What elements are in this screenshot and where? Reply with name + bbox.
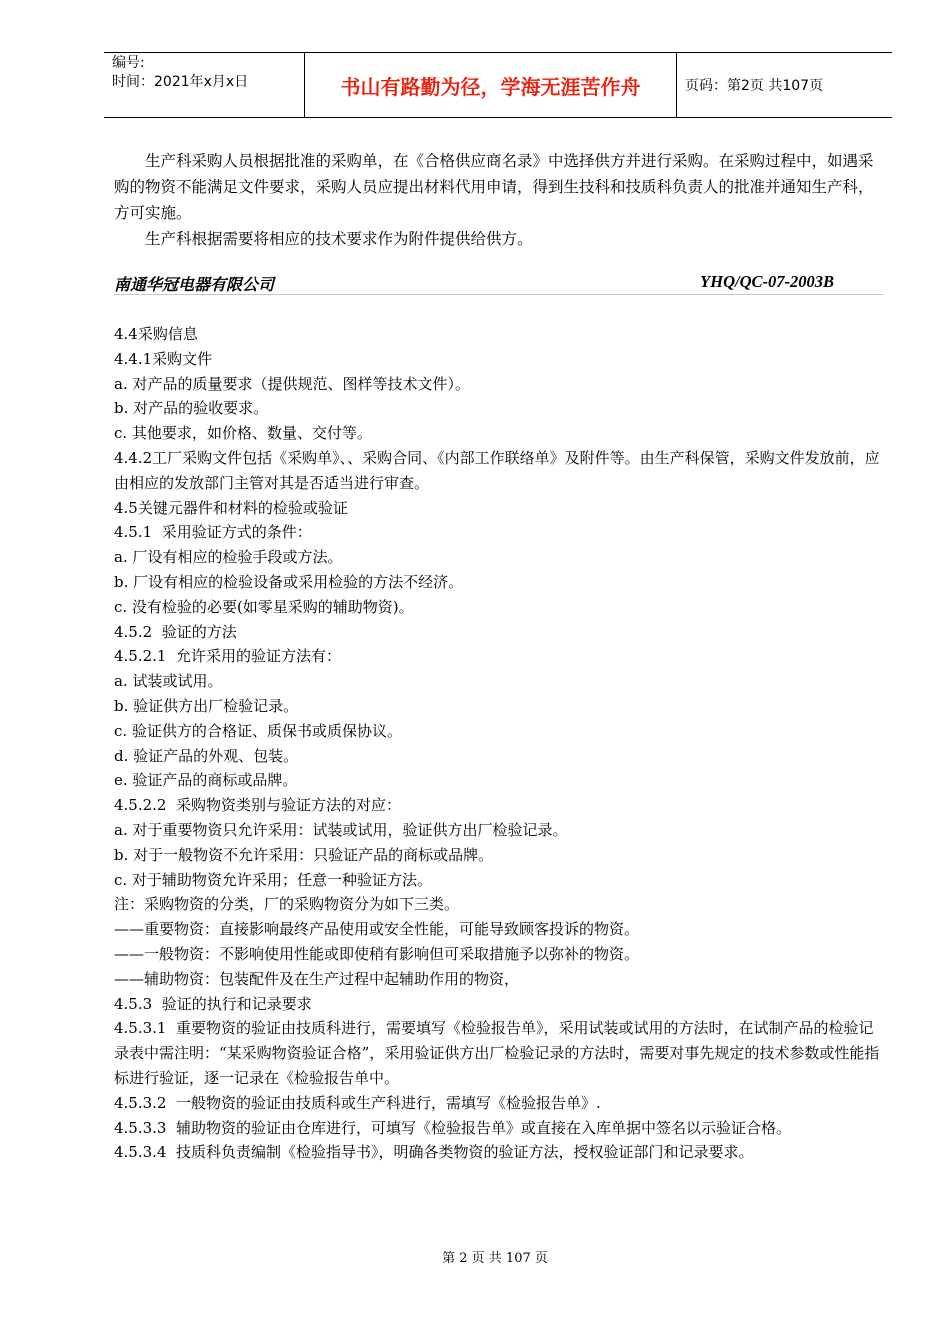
body-line: c. 没有检验的必要(如零星采购的辅助物资)。 bbox=[114, 597, 414, 616]
body-line: 4.5.1 采用验证方式的条件： bbox=[114, 523, 312, 542]
body-line: 4.5.2.2 采购物资类别与验证方法的对应： bbox=[114, 796, 402, 815]
body-line: 4.5.3.4 技质科负责编制《检验指导书》，明确各类物资的验证方法，授权验证部门和记录要求。 bbox=[114, 1143, 754, 1162]
body-line: 4.4采购信息 bbox=[114, 325, 198, 343]
intro-paragraph: 生产科采购人员根据批准的采购单，在《合格供应商名录》中选择供方并进行采购。在采购过程中，如遇采购的物资不能满足文件要求，采购人员应提出材料代用申请，得到生技科和技质科负责人的批准并通知生产科，方可实施。 bbox=[114, 152, 874, 222]
body-line: ——辅助物资：包装配件及在生产过程中起辅助作用的物资， bbox=[114, 969, 520, 988]
body-line: a. 对于重要物资只允许采用：试装或试用，验证供方出厂检验记录。 bbox=[114, 820, 568, 839]
body-line: ——重要物资：直接影响最终产品使用或安全性能，可能导致顾客投诉的物资。 bbox=[114, 920, 640, 939]
body-line: 4.5.3.3 辅助物资的验证由仓库进行，可填写《检验报告单》或直接在入库单据中签名以示验证合格。 bbox=[114, 1118, 792, 1137]
body-line: 4.5.3.1 重要物资的验证由技质科进行，需要填写《检验报告单》，采用试装或试用的方法时，在试制产品的检验记录表中需注明：“某采购物资验证合格”，采用验证供方出厂检验记录的方法时，需要对事先规定的技术参数或性能指标进行验证，逐一记录在《检验报告单中。 bbox=[114, 1019, 880, 1087]
body-line: a. 厂设有相应的检验手段或方法。 bbox=[114, 548, 343, 567]
intro-section bbox=[114, 148, 886, 252]
header-motto: 书山有路勤为径，学海无涯苦作舟 bbox=[305, 53, 677, 117]
body-line: b. 厂设有相应的检验设备或采用检验的方法不经济。 bbox=[114, 572, 464, 591]
body-line: 4.4.1采购文件 bbox=[114, 349, 213, 368]
document-number-label: 编号: bbox=[112, 55, 145, 71]
body-line: 4.5.2.1 允许采用的验证方法有： bbox=[114, 647, 342, 666]
body-line: e. 验证产品的商标或品牌。 bbox=[114, 771, 298, 790]
body-line: b. 验证供方出厂检验记录。 bbox=[114, 696, 299, 715]
body-line: a. 试装或试用。 bbox=[114, 672, 223, 691]
body-line: ——一般物资：不影响使用性能或即使稍有影响但可采取措施予以弥补的物资。 bbox=[114, 944, 640, 963]
header-page-info: 页码：第2页 共107页 bbox=[685, 78, 824, 94]
intro-paragraph: 生产科根据需要将相应的技术要求作为附件提供给供方。 bbox=[145, 230, 533, 248]
body-line: 4.5.2 验证的方法 bbox=[114, 622, 237, 641]
body-line: c. 验证供方的合格证、质保书或质保协议。 bbox=[114, 721, 402, 740]
body-line: b. 对于一般物资不允许采用：只验证产品的商标或品牌。 bbox=[114, 845, 494, 864]
page-header bbox=[104, 52, 892, 118]
document-date: 时间：2021年x月x日 bbox=[112, 74, 249, 90]
body-line: 4.5.3 验证的执行和记录要求 bbox=[114, 994, 312, 1013]
document-body bbox=[114, 322, 886, 1165]
body-line: c. 对于辅助物资允许采用；任意一种验证方法。 bbox=[114, 870, 432, 889]
body-line: 4.5关键元器件和材料的检验或验证 bbox=[114, 498, 348, 517]
body-line: d. 验证产品的外观、包装。 bbox=[114, 746, 299, 765]
header-meta bbox=[104, 53, 305, 117]
body-line: a. 对产品的质量要求（提供规范、图样等技术文件）。 bbox=[114, 374, 470, 393]
document-code: YHQ/QC-07-2003B bbox=[700, 272, 834, 291]
body-line: 4.4.2工厂采购文件包括《采购单》、、采购合同、《内部工作联络单》及附件等。由生产科保管，采购文件发放前，应由相应的发放部门主管对其是否适当进行审查。 bbox=[114, 448, 880, 492]
page-footer: 第 2 页 共 107 页 bbox=[442, 1251, 548, 1266]
body-line: b. 对产品的验收要求。 bbox=[114, 399, 269, 418]
body-line: 注：采购物资的分类，厂的采购物资分为如下三类。 bbox=[114, 895, 460, 914]
body-line: 4.5.3.2 一般物资的验证由技质科或生产科进行，需填写《检验报告单》. bbox=[114, 1093, 601, 1112]
company-header-row bbox=[114, 272, 884, 295]
company-name: 南通华冠电器有限公司 bbox=[114, 275, 275, 294]
body-line: c. 其他要求，如价格、数量、交付等。 bbox=[114, 424, 372, 443]
